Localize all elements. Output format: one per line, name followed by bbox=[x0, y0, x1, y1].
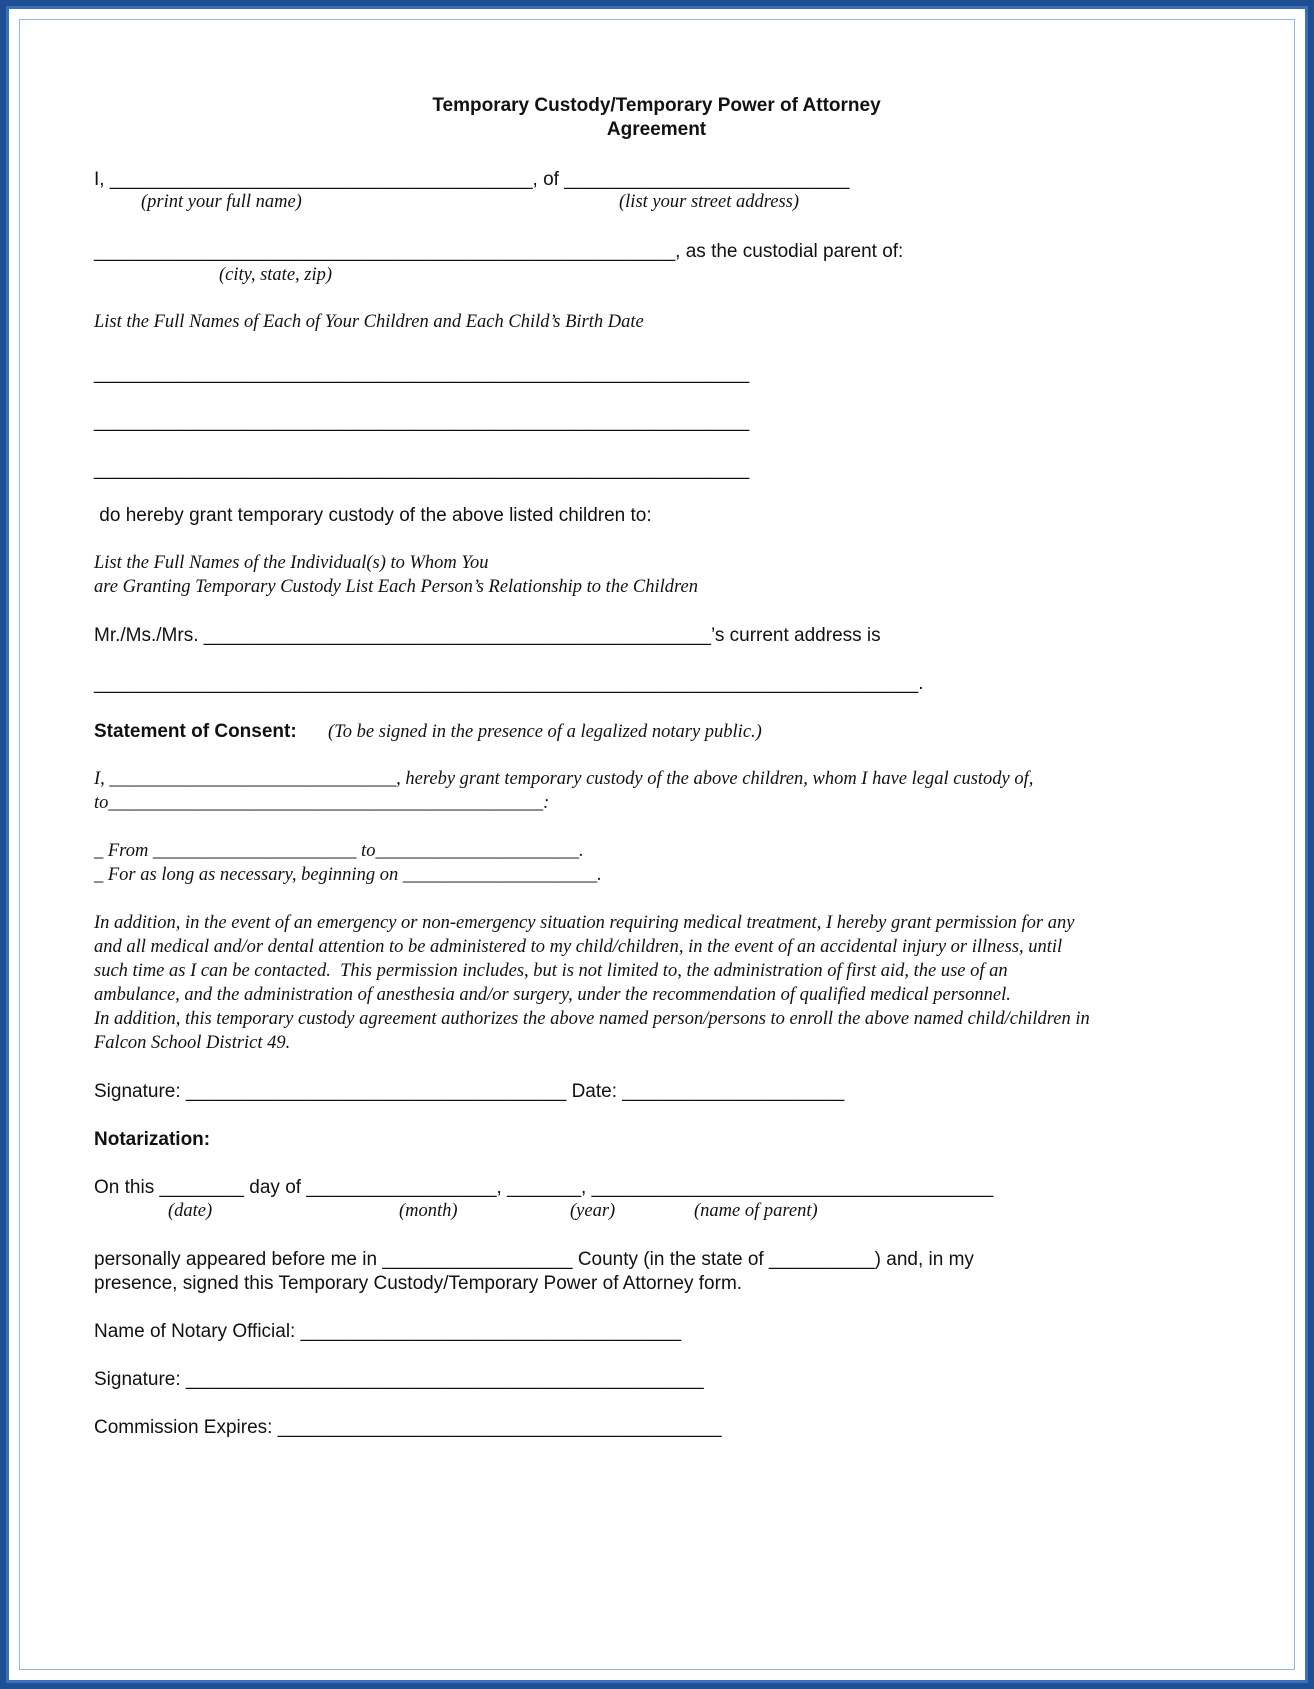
appeared-line-2: presence, signed this Temporary Custody/Temporary Power of Attorney form. bbox=[94, 1273, 743, 1294]
custodian-address-line: ______________________________________________________________________________. bbox=[94, 673, 924, 694]
long-as-necessary-line: _ For as long as necessary, beginning on _____________________. bbox=[94, 865, 602, 885]
name-address-line: I, ________________________________________, of ___________________________ bbox=[94, 169, 850, 190]
consent-note: (To be signed in the presence of a legalized notary public.) bbox=[328, 722, 762, 742]
children-instruction: List the Full Names of Each of Your Children and Each Child’s Birth Date bbox=[94, 312, 644, 332]
on-this-day-line: On this ________ day of __________________, _______, ______________________________________ bbox=[94, 1177, 994, 1198]
medical-paragraph-line-6: Falcon School District 49. bbox=[94, 1033, 291, 1053]
form-title-line1: Temporary Custody/Temporary Power of Attorney bbox=[432, 95, 881, 116]
form-title-line2: Agreement bbox=[606, 119, 707, 140]
commission-expires-line: Commission Expires: __________________________________________ bbox=[94, 1417, 722, 1438]
hint-full-name: (print your full name) bbox=[141, 192, 302, 212]
child-blank-3: ______________________________________________________________ bbox=[94, 459, 750, 480]
consent-label: Statement of Consent: bbox=[94, 721, 297, 742]
hint-month: (month) bbox=[399, 1201, 458, 1221]
hint-street-address: (list your street address) bbox=[619, 192, 800, 212]
hint-year: (year) bbox=[570, 1201, 616, 1221]
hint-date: (date) bbox=[168, 1201, 213, 1221]
individuals-instruction-1: List the Full Names of the Individual(s) to Whom You bbox=[94, 553, 489, 573]
medical-paragraph-line-5: In addition, this temporary custody agreement authorizes the above named person/persons to enroll the above named child/children in bbox=[94, 1009, 1090, 1029]
appeared-line-1: personally appeared before me in __________________ County (in the state of __________) and, in my bbox=[94, 1249, 974, 1270]
signature-date-line: Signature: ____________________________________ Date: _____________________ bbox=[94, 1081, 845, 1102]
custodian-name-line: Mr./Ms./Mrs. ________________________________________________’s current address is bbox=[94, 625, 881, 646]
medical-paragraph-line-3: such time as I can be contacted. This permission includes, but is not limited to, the administration of first aid, the use of an bbox=[94, 961, 1008, 981]
consent-line-2: to_______________________________________________: bbox=[94, 793, 550, 813]
child-blank-2: ______________________________________________________________ bbox=[94, 411, 750, 432]
grant-custody-line: do hereby grant temporary custody of the above listed children to: bbox=[94, 505, 652, 526]
individuals-instruction-2: are Granting Temporary Custody List Each Person’s Relationship to the Children bbox=[94, 577, 698, 597]
medical-paragraph-line-2: and all medical and/or dental attention to be administered to my child/children, in the event of an accidental injury or illness, until bbox=[94, 937, 1063, 957]
notarization-label: Notarization: bbox=[94, 1129, 211, 1150]
consent-line-1: I, _______________________________, hereby grant temporary custody of the above children, whom I have legal custody of, bbox=[94, 769, 1034, 789]
city-line: _______________________________________________________, as the custodial parent of: bbox=[94, 241, 904, 262]
child-blank-1: ______________________________________________________________ bbox=[94, 363, 750, 384]
medical-paragraph-line-4: ambulance, and the administration of anesthesia and/or surgery, under the recommendation of qualified medical personnel. bbox=[94, 985, 1011, 1005]
hint-city-state-zip: (city, state, zip) bbox=[219, 265, 333, 285]
notary-signature-line: Signature: _________________________________________________ bbox=[94, 1369, 704, 1390]
medical-paragraph-line-1: In addition, in the event of an emergency or non-emergency situation requiring medical treatment, I hereby grant permission for any bbox=[94, 913, 1075, 933]
notary-name-line: Name of Notary Official: ____________________________________ bbox=[94, 1321, 682, 1342]
hint-name-of-parent: (name of parent) bbox=[694, 1201, 818, 1221]
from-to-line: _ From ______________________ to______________________. bbox=[94, 841, 584, 861]
